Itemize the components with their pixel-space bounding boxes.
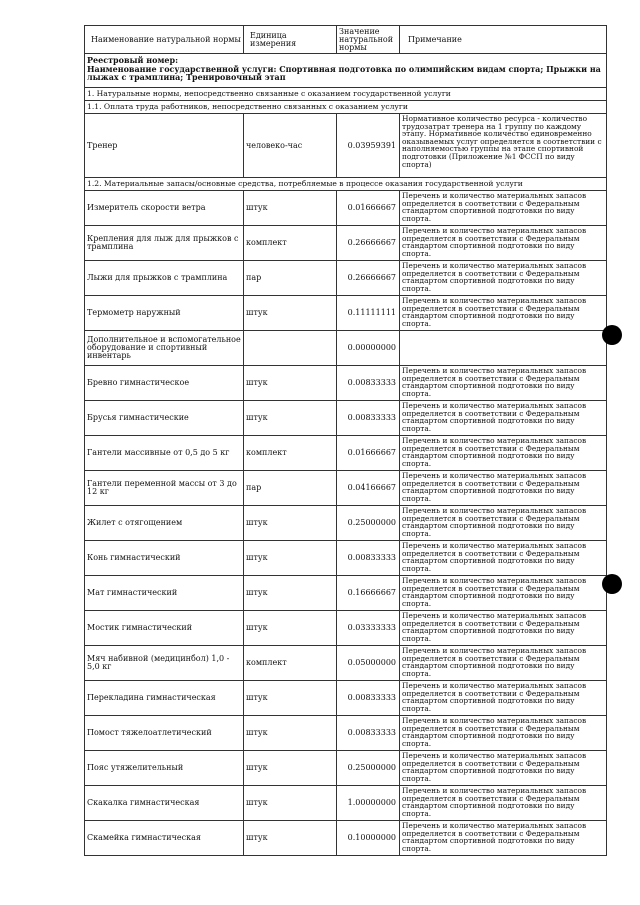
norm-name-cell: Конь гимнастический: [85, 541, 244, 576]
table-row: [85, 366, 607, 401]
note-cell: Перечень и количество материальных запасов определяется в соответствии с Федеральным стандартом спортивной подготовки по виду спорта.: [400, 261, 607, 296]
section-1-title: 1. Натуральные нормы, непосредственно связанные с оказанием государственной услуги: [85, 88, 607, 101]
norm-name-cell: Скамейка гимнастическая: [85, 821, 244, 856]
unit-cell: комплект: [244, 646, 337, 681]
table-row: [85, 786, 607, 821]
note-cell: Перечень и количество материальных запасов определяется в соответствии с Федеральным стандартом спортивной подготовки по виду спорта.: [400, 191, 607, 226]
norm-name-cell: Мяч набивной (медицинбол) 1,0 - 5,0 кг: [85, 646, 244, 681]
note-cell: Перечень и количество материальных запасов определяется в соответствии с Федеральным стандартом спортивной подготовки по виду спорта.: [400, 611, 607, 646]
table-row: [85, 436, 607, 471]
value-cell: 0.00833333: [337, 716, 400, 751]
unit-cell: штук: [244, 366, 337, 401]
section-1-1-title: 1.1. Оплата труда работников, непосредственно связанных с оказанием услуги: [85, 101, 607, 114]
norm-name-cell: Крепления для лыж для прыжков с трамплина: [85, 226, 244, 261]
value-cell: 0.01666667: [337, 191, 400, 226]
unit-cell: пар: [244, 471, 337, 506]
norm-name-cell: Жилет с отягощением: [85, 506, 244, 541]
table-row: [85, 401, 607, 436]
value-cell: 0.00833333: [337, 681, 400, 716]
note-cell: Нормативное количество ресурса - количество трудозатрат тренера на 1 группу по каждому этапу. Нормативное количество единовременно оказываемых услуг определяется в соответствии с наполняемостью группы на этапе спортивной подготовки (Приложение №1 ФССП по виду спорта): [400, 114, 607, 178]
value-cell: 0.16666667: [337, 576, 400, 611]
value-cell: 0.04166667: [337, 471, 400, 506]
table-row: [85, 471, 607, 506]
norm-name-cell: Скакалка гимнастическая: [85, 786, 244, 821]
note-cell: Перечень и количество материальных запасов определяется в соответствии с Федеральным стандартом спортивной подготовки по виду спорта.: [400, 751, 607, 786]
note-cell: Перечень и количество материальных запасов определяется в соответствии с Федеральным стандартом спортивной подготовки по виду спорта.: [400, 786, 607, 821]
value-cell: 0.26666667: [337, 226, 400, 261]
registry-number-label: Реестровый номер:: [87, 55, 179, 65]
norm-name-cell: Мат гимнастический: [85, 576, 244, 611]
value-cell: 0.03959391: [337, 114, 400, 178]
registry-cell: [85, 54, 607, 88]
note-cell: Перечень и количество материальных запасов определяется в соответствии с Федеральным стандартом спортивной подготовки по виду спорта.: [400, 226, 607, 261]
table-row: [85, 506, 607, 541]
table-row: [85, 191, 607, 226]
value-cell: 0.10000000: [337, 821, 400, 856]
table-row: [85, 261, 607, 296]
table-row: [85, 576, 607, 611]
registry-row: [85, 54, 607, 88]
unit-cell: штук: [244, 191, 337, 226]
service-name: Наименование государственной услуги: Спортивная подготовка по олимпийским видам спорта; Прыжки на лыжах с трамплина; Тренировочный этап: [87, 63, 601, 83]
unit-cell: штук: [244, 506, 337, 541]
norm-name-cell: Термометр наружный: [85, 296, 244, 331]
value-cell: 0.25000000: [337, 506, 400, 541]
note-cell: Перечень и количество материальных запасов определяется в соответствии с Федеральным стандартом спортивной подготовки по виду спорта.: [400, 541, 607, 576]
table-row: [85, 331, 607, 366]
unit-cell: штук: [244, 611, 337, 646]
table-row: [85, 226, 607, 261]
norm-name-cell: Лыжи для прыжков с трамплина: [85, 261, 244, 296]
unit-cell: штук: [244, 401, 337, 436]
note-cell: Перечень и количество материальных запасов определяется в соответствии с Федеральным стандартом спортивной подготовки по виду спорта.: [400, 821, 607, 856]
unit-cell: комплект: [244, 226, 337, 261]
note-cell: Перечень и количество материальных запасов определяется в соответствии с Федеральным стандартом спортивной подготовки по виду спорта.: [400, 401, 607, 436]
table-row: [85, 681, 607, 716]
table-header-row: [85, 26, 607, 54]
note-cell: Перечень и количество материальных запасов определяется в соответствии с Федеральным стандартом спортивной подготовки по виду спорта.: [400, 471, 607, 506]
unit-cell: пар: [244, 261, 337, 296]
unit-cell: штук: [244, 821, 337, 856]
value-cell: 1.00000000: [337, 786, 400, 821]
table-row: [85, 751, 607, 786]
section-1-2-title: 1.2. Материальные запасы/основные средства, потребляемые в процессе оказания государственной услуги: [85, 178, 607, 191]
unit-cell: штук: [244, 541, 337, 576]
unit-cell: штук: [244, 786, 337, 821]
norms-table: [84, 25, 607, 856]
header-note-cell: Примечание: [400, 26, 607, 54]
value-cell: 0.00000000: [337, 331, 400, 366]
norm-name-cell: Брусья гимнастические: [85, 401, 244, 436]
table-row: [85, 114, 607, 178]
section-row: [85, 178, 607, 191]
norm-name-cell: Тренер: [85, 114, 244, 178]
section-row: [85, 101, 607, 114]
norm-name-cell: Гантели массивные от 0,5 до 5 кг: [85, 436, 244, 471]
unit-cell: [244, 331, 337, 366]
norm-name-cell: Пояс утяжелительный: [85, 751, 244, 786]
header-name-cell: Наименование натуральной нормы: [85, 26, 244, 54]
value-cell: 0.11111111: [337, 296, 400, 331]
norm-name-cell: Измеритель скорости ветра: [85, 191, 244, 226]
norms-document: [84, 25, 606, 856]
norm-name-cell: Дополнительное и вспомогательное оборудование и спортивный инвентарь: [85, 331, 244, 366]
value-cell: 0.00833333: [337, 366, 400, 401]
note-cell: Перечень и количество материальных запасов определяется в соответствии с Федеральным стандартом спортивной подготовки по виду спорта.: [400, 436, 607, 471]
value-cell: 0.26666667: [337, 261, 400, 296]
value-cell: 0.25000000: [337, 751, 400, 786]
note-cell: Перечень и количество материальных запасов определяется в соответствии с Федеральным стандартом спортивной подготовки по виду спорта.: [400, 576, 607, 611]
value-cell: 0.05000000: [337, 646, 400, 681]
note-cell: Перечень и количество материальных запасов определяется в соответствии с Федеральным стандартом спортивной подготовки по виду спорта.: [400, 716, 607, 751]
note-cell: [400, 331, 607, 366]
header-value-cell: Значение натуральной нормы: [337, 26, 400, 54]
header-unit-cell: Единица измерения: [244, 26, 337, 54]
unit-cell: человеко-час: [244, 114, 337, 178]
note-cell: Перечень и количество материальных запасов определяется в соответствии с Федеральным стандартом спортивной подготовки по виду спорта.: [400, 296, 607, 331]
value-cell: 0.00833333: [337, 401, 400, 436]
norm-name-cell: Бревно гимнастическое: [85, 366, 244, 401]
value-cell: 0.00833333: [337, 541, 400, 576]
note-cell: Перечень и количество материальных запасов определяется в соответствии с Федеральным стандартом спортивной подготовки по виду спорта.: [400, 681, 607, 716]
unit-cell: штук: [244, 751, 337, 786]
norm-name-cell: Гантели переменной массы от 3 до 12 кг: [85, 471, 244, 506]
unit-cell: комплект: [244, 436, 337, 471]
punch-hole-mark: [602, 574, 622, 594]
unit-cell: штук: [244, 576, 337, 611]
value-cell: 0.03333333: [337, 611, 400, 646]
table-row: [85, 296, 607, 331]
note-cell: Перечень и количество материальных запасов определяется в соответствии с Федеральным стандартом спортивной подготовки по виду спорта.: [400, 646, 607, 681]
norm-name-cell: Помост тяжелоатлетический: [85, 716, 244, 751]
note-cell: Перечень и количество материальных запасов определяется в соответствии с Федеральным стандартом спортивной подготовки по виду спорта.: [400, 366, 607, 401]
norm-name-cell: Мостик гимнастический: [85, 611, 244, 646]
unit-cell: штук: [244, 716, 337, 751]
table-row: [85, 821, 607, 856]
section-row: [85, 88, 607, 101]
unit-cell: штук: [244, 296, 337, 331]
table-row: [85, 541, 607, 576]
table-row: [85, 611, 607, 646]
table-row: [85, 646, 607, 681]
value-cell: 0.01666667: [337, 436, 400, 471]
unit-cell: штук: [244, 681, 337, 716]
punch-hole-mark: [602, 325, 622, 345]
norm-name-cell: Перекладина гимнастическая: [85, 681, 244, 716]
note-cell: Перечень и количество материальных запасов определяется в соответствии с Федеральным стандартом спортивной подготовки по виду спорта.: [400, 506, 607, 541]
table-row: [85, 716, 607, 751]
